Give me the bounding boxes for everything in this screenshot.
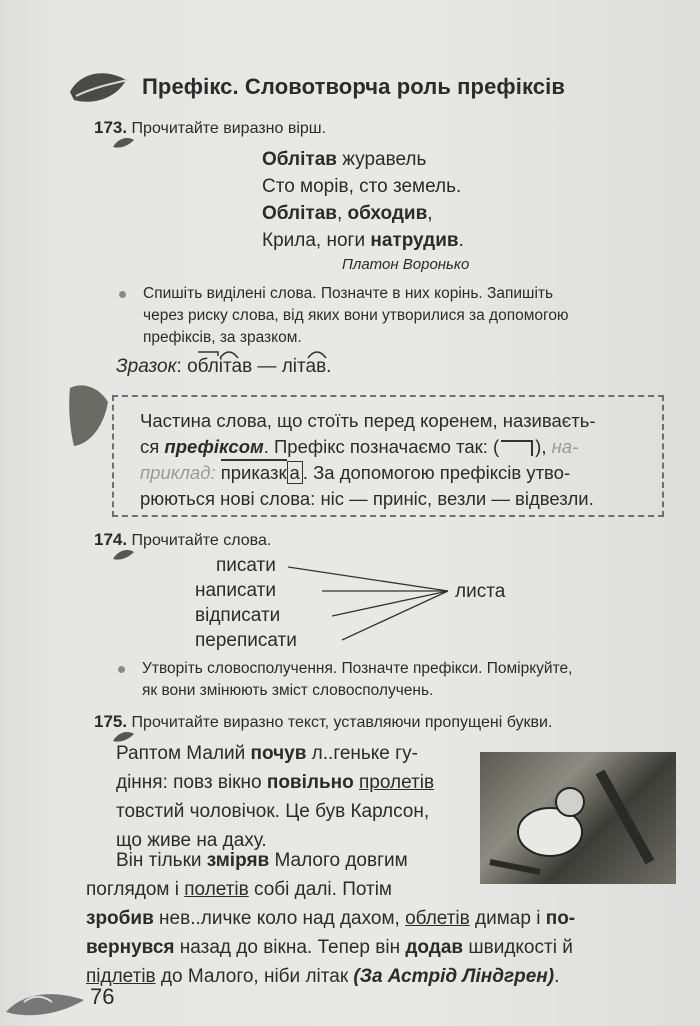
exercise-task: Прочитайте виразно текст, уставляючи пропущені букви.	[131, 714, 553, 731]
exercise-task: Прочитайте слова.	[131, 532, 272, 549]
bold-word: повільно	[266, 772, 354, 793]
highlighted-word: Облітав	[262, 149, 337, 170]
poem-line	[262, 200, 464, 227]
citation: (За Астрід Ліндгрен)	[353, 966, 555, 987]
highlighted-word: Облітав	[262, 203, 337, 224]
underlined-word: пролетів	[359, 772, 435, 793]
exercise-174-instructions	[142, 658, 682, 702]
text-line	[86, 904, 676, 933]
page-title: Префікс. Словотворча роль префіксів	[142, 74, 565, 99]
sample-text: : облітав — літав.	[176, 356, 332, 377]
underlined-word: полетів	[184, 879, 249, 900]
text-run: назад до вікна. Тепер він	[174, 937, 406, 958]
text-run: Малого довгим	[269, 850, 408, 871]
poem-text: Сто морів, сто земель.	[262, 176, 462, 197]
word-1: писати	[216, 555, 276, 576]
text-line	[116, 739, 476, 768]
rule-term: префіксом	[164, 436, 264, 457]
text-run: діння: повз вікно	[116, 772, 267, 793]
poem-text: ,	[336, 203, 348, 224]
text-run: л..геньке гу-	[306, 743, 418, 764]
leaf-icon	[64, 380, 114, 452]
poem-line	[262, 227, 464, 254]
exercise-number: 173.	[94, 118, 128, 137]
rule-hint: приклад:	[140, 462, 216, 483]
word-3: відписати	[195, 605, 281, 626]
text-line	[116, 797, 476, 826]
text-line	[86, 962, 676, 991]
exercise-task: Прочитайте виразно вірш.	[131, 120, 327, 137]
poem-text: журавель	[336, 149, 427, 170]
exercise-173-heading	[94, 118, 326, 138]
poem	[262, 146, 464, 254]
paragraph-1	[116, 739, 476, 855]
highlighted-word: обходив	[347, 203, 428, 224]
bold-word: вернувся	[86, 937, 175, 958]
bullet-icon	[119, 291, 126, 298]
poem-line	[262, 146, 464, 173]
small-leaf-icon	[112, 136, 136, 150]
rule-fragment: . За допомогою префіксів утво-	[302, 462, 571, 483]
rule-line: Частина слова, що стоїть перед коренем, називаєть-	[140, 410, 596, 431]
text-line	[86, 933, 676, 962]
connecting-lines	[280, 560, 460, 650]
text-run: нев..личке коло над дахом,	[153, 908, 406, 929]
instruction-line: як вони змінюють зміст словосполучень.	[142, 682, 434, 699]
exercise-number: 174.	[94, 530, 128, 549]
underlined-word: облетів	[405, 908, 470, 929]
highlighted-word: натрудив	[370, 230, 459, 251]
word-4: переписати	[195, 630, 297, 651]
text-line	[116, 768, 476, 797]
prefix-symbol	[501, 440, 533, 456]
exercise-175-heading	[94, 712, 552, 732]
instruction-line: Спишіть виділені слова. Позначте в них корінь. Запишіть	[143, 285, 554, 302]
ending-box: а	[287, 461, 303, 484]
text-run: димар і	[469, 908, 546, 929]
rule-line	[140, 434, 660, 460]
poem-author: Платон Воронько	[342, 256, 470, 273]
text-run: Раптом Малий	[116, 743, 251, 764]
word-2: написати	[195, 580, 276, 601]
sample-label: Зразок	[116, 356, 177, 377]
exercise-173-instructions	[143, 283, 673, 349]
poem-text: .	[458, 230, 464, 251]
instruction-line: префіксів, за зразком.	[143, 329, 302, 346]
morpheme-marks	[196, 346, 336, 362]
bold-word: зробив	[86, 908, 154, 929]
bold-word: по-	[545, 908, 576, 929]
target-word: листа	[455, 581, 506, 602]
rule-text	[140, 408, 660, 512]
bold-word: почув	[250, 743, 307, 764]
instruction-line: Утворіть словосполучення. Позначте префікси. Поміркуйте,	[142, 660, 573, 677]
bold-word: додав	[405, 937, 464, 958]
text-run: товстий чоловічок. Це був Карлсон,	[116, 801, 430, 822]
text-run: собі далі. Потім	[248, 879, 392, 900]
rule-line: рюються нові слова: ніс — приніс, везли — відвезли.	[140, 488, 594, 509]
text-line	[86, 875, 676, 904]
rule-fragment: ся	[140, 436, 165, 457]
page-number: 76	[90, 984, 115, 1009]
rule-hint: на-	[551, 436, 579, 457]
text-run: поглядом і	[86, 879, 185, 900]
text-run: Він тільки	[116, 850, 207, 871]
text-line	[86, 846, 676, 875]
poem-text: Крила, ноги	[262, 230, 371, 251]
small-leaf-icon	[112, 548, 136, 562]
text-run: до Малого, ніби літак	[155, 966, 354, 987]
text-run: що живе на даху.	[116, 830, 267, 851]
instruction-line: через риску слова, від яких вони утворилися за допомогою	[143, 307, 569, 324]
leaves-icon	[4, 982, 90, 1022]
exercise-174-heading	[94, 530, 271, 550]
example-stem: приказк	[220, 462, 287, 483]
bold-word: зміряв	[206, 850, 270, 871]
exercise-number: 175.	[94, 712, 128, 731]
example-word	[221, 459, 287, 483]
leaf-icon	[66, 66, 136, 110]
text-run: .	[554, 966, 560, 987]
rule-fragment: ),	[535, 436, 552, 457]
rule-line	[140, 460, 660, 486]
poem-line	[262, 173, 464, 200]
text-run: швидкості й	[463, 937, 573, 958]
rule-fragment: . Префікс позначаємо так: (	[263, 436, 500, 457]
paragraph-2	[86, 846, 676, 991]
bullet-icon	[118, 666, 125, 673]
poem-text: ,	[427, 203, 433, 224]
underlined-word: підлетів	[86, 966, 156, 987]
